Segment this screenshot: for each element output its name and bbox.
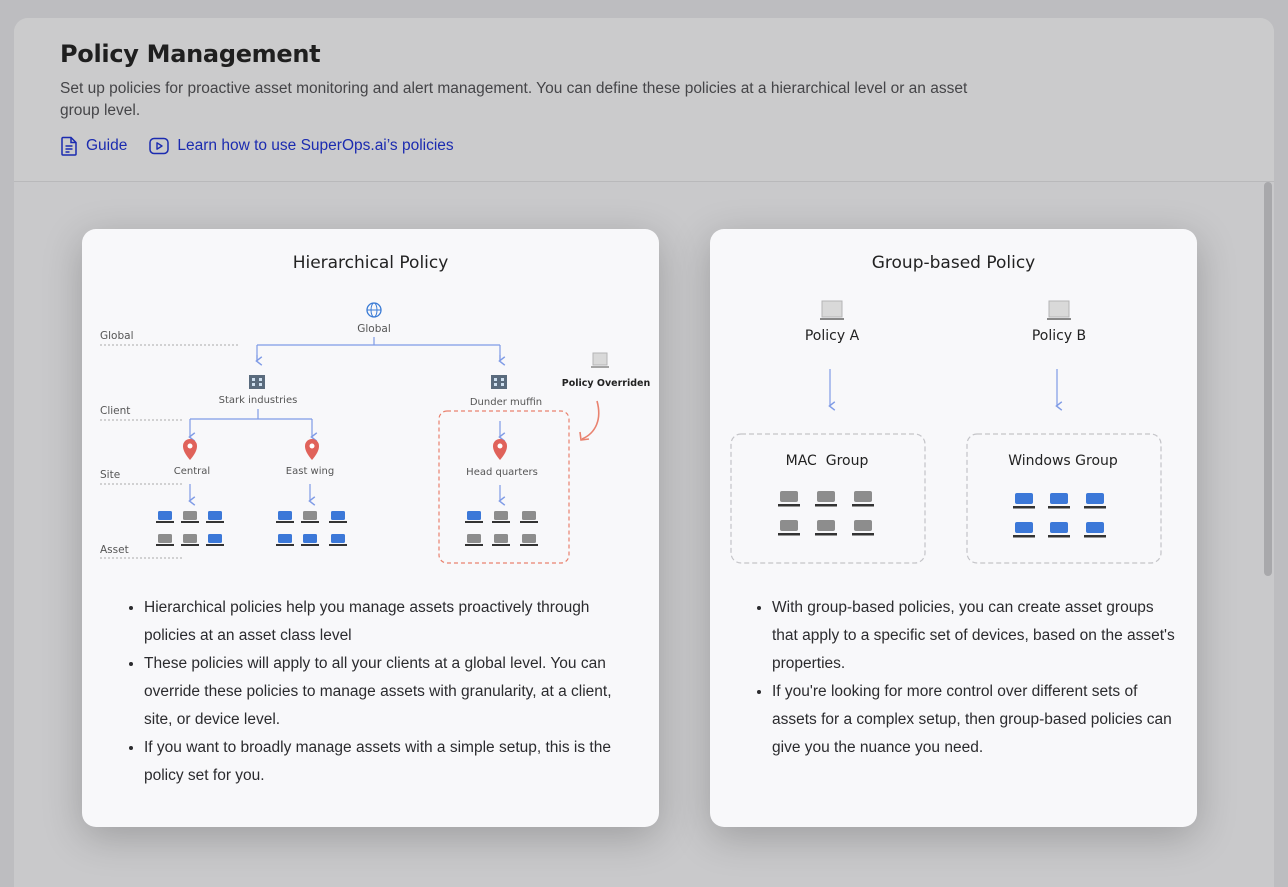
guide-link[interactable]: [60, 136, 127, 156]
asset-devices-central: [156, 511, 224, 546]
card-title: Hierarchical Policy: [292, 253, 449, 273]
location-pin-icon: [493, 439, 507, 460]
policy-document-icon: [1047, 301, 1071, 319]
group-diagram: [710, 229, 1197, 589]
list-item: • Hierarchical policies help you manage assets proactively through policies at an asset class level: [144, 594, 639, 650]
location-pin-icon: [305, 439, 319, 460]
policy-document-icon: [820, 301, 844, 319]
node-global: Global: [357, 323, 391, 335]
group-based-policy-card[interactable]: [710, 229, 1197, 827]
node-site-c: Head quarters: [466, 467, 538, 478]
windows-group-label: Windows Group: [1008, 453, 1118, 469]
page-header: [14, 18, 1274, 182]
card-title: Group-based Policy: [871, 253, 1036, 273]
mac-devices: [778, 491, 874, 536]
asset-devices-head-quarters: [465, 511, 538, 546]
header-links: [60, 136, 454, 156]
policy-b-label: Policy B: [1031, 328, 1087, 344]
group-bullets: [710, 594, 1197, 762]
policy-document-icon: [591, 353, 609, 367]
level-label-site: Site: [100, 469, 121, 481]
list-item: • These policies will apply to all your clients at a global level. You can override these policies to manage assets with granularity, at a client, site, or device level.: [144, 650, 639, 734]
app-window: [14, 18, 1274, 887]
hierarchy-diagram: [82, 229, 659, 589]
level-label-client: Client: [100, 405, 131, 417]
document-icon: [60, 136, 78, 156]
page-description: Set up policies for proactive asset monitoring and alert management. You can define these policies at a hierarchical level or an asset group level.: [60, 80, 968, 119]
learn-link-label: Learn how to use SuperOps.ai’s policies: [177, 137, 454, 154]
mac-group-label: MAC Group: [785, 453, 869, 469]
asset-devices-east-wing: [276, 511, 347, 546]
policy-overriden-label: Policy Overriden: [561, 378, 651, 389]
node-site-b: East wing: [285, 466, 335, 477]
page-title: Policy Management: [60, 40, 321, 68]
level-label-global: Global: [100, 330, 134, 342]
location-pin-icon: [183, 439, 197, 460]
node-client-b: Dunder muffin: [469, 397, 543, 408]
building-icon: [491, 375, 507, 389]
node-site-a: Central: [173, 466, 211, 477]
video-play-icon: [149, 137, 169, 155]
node-client-a: Stark industries: [218, 395, 298, 406]
hierarchical-policy-card[interactable]: [82, 229, 659, 827]
building-icon: [249, 375, 265, 389]
list-item: • If you want to broadly manage assets with a simple setup, this is the policy set for you.: [144, 734, 639, 790]
learn-link[interactable]: [149, 137, 453, 155]
globe-icon: [367, 303, 381, 317]
windows-devices: [1013, 493, 1106, 538]
list-item: • If you're looking for more control over different sets of assets for a complex setup, then group-based policies can give you the nuance you need.: [772, 678, 1177, 762]
level-label-asset: Asset: [100, 544, 129, 556]
hierarchical-bullets: [82, 594, 659, 790]
guide-link-label: Guide: [86, 137, 128, 154]
policy-a-label: Policy A: [804, 328, 860, 344]
list-item: • With group-based policies, you can create asset groups that apply to a specific set of devices, based on the asset's properties.: [772, 594, 1177, 678]
scrollbar[interactable]: [1264, 182, 1272, 576]
